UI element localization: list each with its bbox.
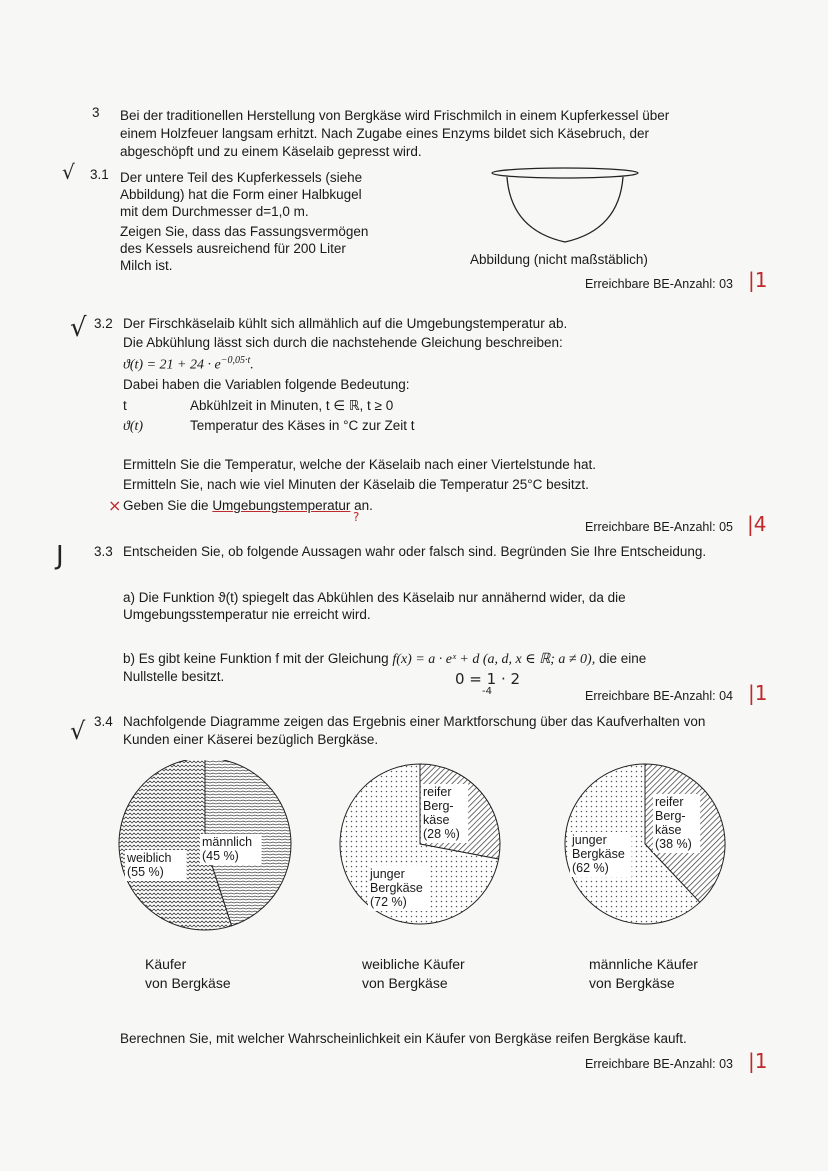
t33-b-line-1	[123, 651, 646, 669]
pie3-caption-line-1: männliche Käufer	[589, 956, 698, 972]
cooling-equation	[123, 355, 254, 374]
t32-q3-suffix: an.	[350, 498, 373, 513]
pie1-label-maennlich-line-2: (45 %)	[202, 849, 239, 863]
pie2-label-reifer	[421, 784, 468, 843]
t33-line: Entscheiden Sie, ob folgende Aussagen wahr oder falsch sind. Begründen Sie Ihre Entscheidung.	[123, 544, 707, 559]
t33-b-suffix: die eine	[595, 651, 647, 666]
pie3-label-reifer-line-4: (38 %)	[655, 837, 692, 851]
score-mark-3-1: |1	[748, 268, 768, 292]
subtask-number-3-1: 3.1	[90, 167, 109, 182]
subtask-number-3-4: 3.4	[94, 714, 113, 729]
pie1-caption-line-2: von Bergkäse	[145, 974, 231, 991]
t32-line-2: Die Abkühlung lässt sich durch die nachstehende Gleichung beschreiben:	[123, 335, 563, 350]
pie3-label-reifer-line-1: reifer	[655, 795, 684, 809]
intro-line-3: abgeschöpft und zu einem Käselaib gepresst wird.	[120, 144, 422, 159]
be-count-3-3: Erreichbare BE-Anzahl: 04	[585, 689, 733, 703]
pie2-label-junger-line-2: Bergkäse	[370, 881, 423, 895]
t33-b-prefix: b) Es gibt keine Funktion f mit der Gleichung	[123, 651, 393, 666]
t31-line-6: Milch ist.	[120, 258, 173, 273]
subtask-number-3-3: 3.3	[94, 544, 113, 559]
pie3-label-reifer-line-3: käse	[655, 823, 682, 837]
pie3-label-junger	[570, 832, 632, 877]
check-mark-3-2: √	[70, 313, 87, 343]
pie2-label-reifer-line-4: (28 %)	[423, 827, 460, 841]
score-mark-3-3: |1	[748, 681, 768, 705]
pie2-label-reifer-line-3: käse	[423, 813, 450, 827]
pie2-label-junger	[368, 866, 430, 911]
t32-q3-underlined: Umgebungstemperatur	[212, 498, 351, 513]
t34-question: Berechnen Sie, mit welcher Wahrscheinlichkeit ein Käufer von Bergkäse reifen Bergkäse kauft.	[120, 1031, 687, 1046]
pie3-label-junger-line-1: junger	[572, 833, 607, 847]
figure-caption: Abbildung (nicht maßstäblich)	[470, 252, 648, 267]
be-count-3-2: Erreichbare BE-Anzahl: 05	[585, 520, 733, 534]
t34-line-2: Kunden einer Käserei bezüglich Bergkäse.	[123, 732, 379, 747]
pie2-caption-line-1: weibliche Käufer	[362, 956, 465, 972]
pie1-caption	[145, 955, 231, 993]
pie2-label-reifer-line-1: reifer	[423, 785, 452, 799]
pie3-caption	[589, 955, 698, 993]
t32-q3-prefix: Geben Sie die	[123, 498, 213, 513]
t33-b-equation: f(x) = a · eˣ + d (a, d, x ∈ ℝ; a ≠ 0),	[392, 652, 596, 667]
pie2-caption-line-2: von Bergkäse	[362, 974, 448, 991]
cross-mark-3-2: ×	[108, 496, 122, 515]
pie1-label-weiblich-line-1: weiblich	[127, 851, 172, 865]
t32-question-2: Ermitteln Sie, nach wie viel Minuten der Käselaib die Temperatur 25°C besitzt.	[123, 477, 589, 492]
check-mark-3-4: √	[70, 717, 86, 745]
var1-description: Abkühlzeit in Minuten, t ∈ ℝ, t ≥ 0	[190, 398, 394, 413]
handwritten-subscript: -4	[482, 686, 492, 697]
pie2-caption	[362, 955, 465, 993]
check-mark-3-3: J	[56, 541, 64, 571]
be-count-3-1: Erreichbare BE-Anzahl: 03	[585, 277, 733, 291]
pie1-label-maennlich-line-1: männlich	[202, 835, 253, 849]
t31-line-3: mit dem Durchmesser d=1,0 m.	[120, 204, 309, 219]
t31-line-4: Zeigen Sie, dass das Fassungsvermögen	[120, 224, 369, 239]
pie1-label-weiblich	[125, 850, 187, 881]
intro-line-2: einem Holzfeuer langsam erhitzt. Nach Zugabe eines Enzyms bildet sich Käsebruch, der	[120, 126, 650, 141]
pie3-caption-line-2: von Bergkäse	[589, 974, 675, 991]
score-mark-3-4: |1	[748, 1049, 768, 1073]
be-count-3-4: Erreichbare BE-Anzahl: 03	[585, 1057, 733, 1071]
var2-symbol: ϑ(t)	[123, 419, 144, 434]
intro-line-1: Bei der traditionellen Herstellung von Bergkäse wird Frischmilch in einem Kupferkessel über	[120, 108, 670, 123]
pie-charts	[0, 760, 828, 940]
var2-description: Temperatur des Käses in °C zur Zeit t	[190, 418, 415, 433]
t31-line-1: Der untere Teil des Kupferkessels (siehe	[120, 170, 363, 185]
equation-base: ϑ(t) = 21 + 24 · e	[123, 357, 221, 373]
pie3-label-reifer-line-2: Berg-	[655, 809, 686, 823]
score-mark-3-2: |4	[747, 512, 767, 536]
equation-end: .	[250, 357, 254, 373]
task-number: 3	[92, 105, 100, 120]
question-mark-note: ?	[353, 510, 360, 524]
pie1-label-maennlich	[200, 834, 262, 865]
kettle-figure	[485, 160, 645, 250]
pie1-label-weiblich-line-2: (55 %)	[127, 865, 164, 879]
t31-line-5: des Kessels ausreichend für 200 Liter	[120, 241, 346, 256]
pie1-caption-line-1: Käufer	[145, 956, 187, 972]
pie3-label-junger-line-3: (62 %)	[572, 861, 609, 875]
t32-question-3	[123, 498, 373, 515]
pie2-label-junger-line-1: junger	[370, 867, 405, 881]
handwritten-equation: 0 = 1 · 2	[455, 670, 521, 688]
t31-line-2: Abbildung) hat die Form einer Halbkugel	[120, 187, 362, 202]
var1-symbol: t	[123, 398, 127, 413]
t33-b-line-2: Nullstelle besitzt.	[123, 669, 225, 684]
t33-a-line-2: Umgebungsstemperatur nie erreicht wird.	[123, 607, 371, 622]
t34-line-1: Nachfolgende Diagramme zeigen das Ergebnis einer Marktforschung über das Kaufverhalten von	[123, 714, 706, 729]
pie2-label-junger-line-3: (72 %)	[370, 895, 407, 909]
pie2-label-reifer-line-2: Berg-	[423, 799, 454, 813]
t32-question-1: Ermitteln Sie die Temperatur, welche der Käselaib nach einer Viertelstunde hat.	[123, 457, 597, 472]
check-mark-3-1: √	[62, 160, 75, 184]
pie3-label-junger-line-2: Bergkäse	[572, 847, 625, 861]
subtask-number-3-2: 3.2	[94, 316, 113, 331]
vars-intro: Dabei haben die Variablen folgende Bedeutung:	[123, 377, 410, 392]
equation-exponent: −0,05·t	[220, 355, 251, 366]
pie3-label-reifer	[653, 794, 700, 853]
t32-line-1: Der Firschkäselaib kühlt sich allmählich auf die Umgebungstemperatur ab.	[123, 316, 568, 331]
t33-a-line-1: a) Die Funktion ϑ(t) spiegelt das Abkühlen des Käselaib nur annähernd wider, da die	[123, 590, 626, 605]
